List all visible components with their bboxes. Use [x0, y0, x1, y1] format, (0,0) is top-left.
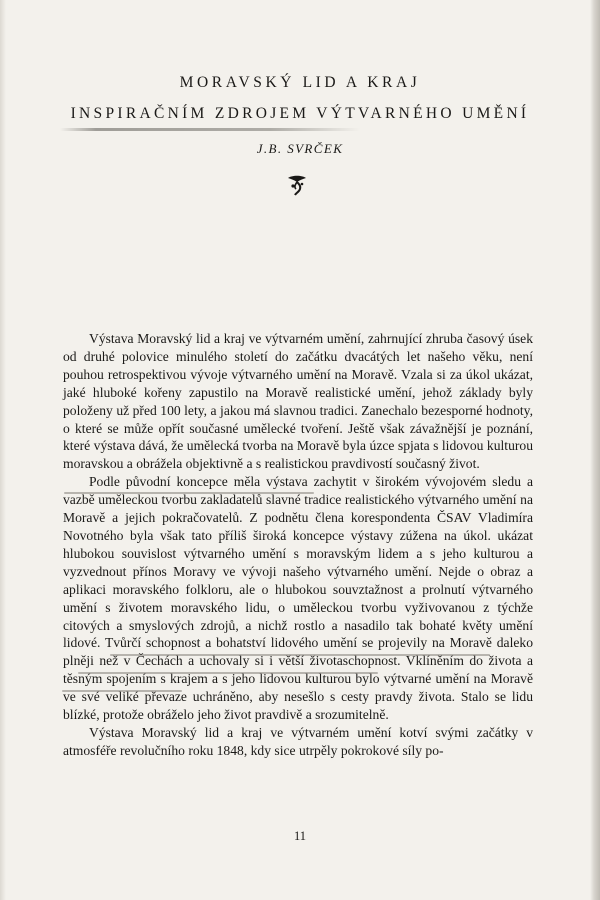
page-number: 11: [293, 829, 307, 843]
article-author: J.B. SVRČEK: [256, 141, 344, 156]
article-title-line-2: INSPIRAČNÍM ZDROJEM VÝTVARNÉHO UMĚNÍ: [70, 105, 530, 122]
pencil-underline-mark: [62, 690, 182, 692]
paragraph-2: Podle původní koncepce měla výstava zachytit v širokém vývojovém sledu a vazbě uměleckou tvorbu zakladatelů slavné tradice realistického výtvarného umění na Moravě a jejich pokračovatelů. Z podnětu člena korespondenta ČSAV Vladimíra Novotného byla však tato příliš široká koncepce výstavy zúžena na úkol. ukázat hlubokou souvislost výtvarného umění s moravským lidem a s jeho kulturou a vyzvednout přínos Moravy ve vývoji našeho výtvarného umění. Nejde o obraz a aplikaci moravského folkloru, ale o hlubokou souvztažnost a prolnutí výtvarného umění s životem moravského lidu, o uměleckou tvorbu vyživovanou z týchže citových a smyslových zdrojů, a nichž rostlo a nasadilo tak bohaté květy umění lidové. Tvůrčí schopnost a bohatství lidového umění se projevily na Moravě daleko plněji než v Čechách a uchovaly si i větší životaschopnost. Vklíněním do života a těsným spojením s krajem a s jeho lidovou kulturou bylo výtvarné umění na Moravě ve své veliké převaze uchráněno, aby nesešlo s cesty pravdy života. Stalo se lidu blízké, protože obráželo jeho život pravdivě a srozumitelně.: [63, 474, 533, 723]
paragraph-1: Výstava Moravský lid a kraj ve výtvarném umění, zahrnující zhruba časový úsek od druhé polovice minulého století do začátku dvacátých let našeho věku, není pouhou retrospektivou vývoje výtvarného umění na Moravě. Vzala si za úkol ukázat, jaké hluboké kořeny zapustilo na Moravě realistické umění, jehož základy byly položeny už před 100 lety, a jakou má slavnou tradici. Zanechalo bezesporné hodnoty, o které se může opřít současné umělecké tvoření. Ještě však závažnější je poznání, které výstava dává, že umělecká tvorba na Moravě byla úzce spjata s lidovou kulturou moravskou a obrážela objektivně a s realistickou pravdivostí současný život.: [63, 331, 533, 472]
page-right-edge: [590, 0, 600, 900]
paragraph-3: Výstava Moravský lid a kraj ve výtvarném umění kotví svými začátky v atmosféře revolučního roku 1848, kdy sice utrpěly pokrokové síly po-: [63, 724, 533, 758]
title-underline-mark: [60, 128, 360, 131]
article-body: [63, 330, 533, 760]
pencil-underline-mark: [110, 654, 490, 656]
pencil-underline-mark: [78, 672, 378, 674]
page-left-shadow: [0, 0, 6, 900]
floral-ornament-icon: [284, 173, 310, 197]
article-title-line-1: MORAVSKÝ LID A KRAJ: [179, 74, 421, 91]
pencil-underline-mark: [64, 492, 314, 494]
